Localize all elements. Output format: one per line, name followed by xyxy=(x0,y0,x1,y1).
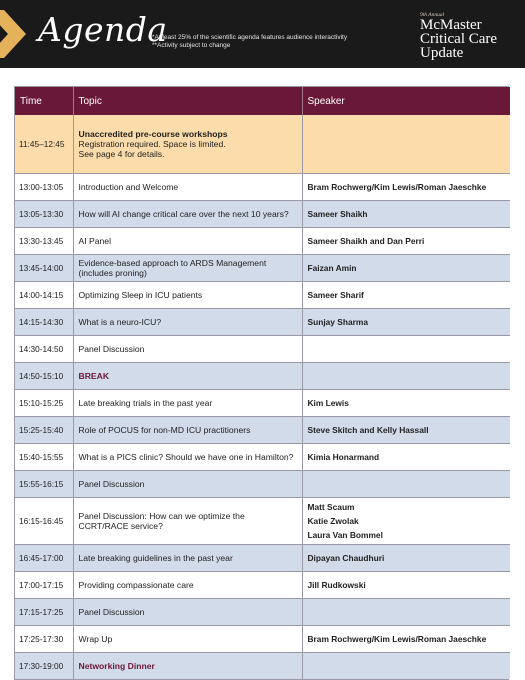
row-time: 13:30-13:45 xyxy=(15,227,73,254)
page-title: Agenda xyxy=(38,10,168,49)
table-row xyxy=(15,308,510,335)
row-speaker xyxy=(302,115,510,173)
row-topic: What is a neuro-ICU? xyxy=(73,308,302,335)
row-time: 14:00-14:15 xyxy=(15,281,73,308)
workshop-detail: See page 4 for details. xyxy=(78,148,165,159)
row-topic: Panel Discussion xyxy=(73,470,302,497)
event-logo xyxy=(420,12,520,60)
interactivity-note: *At least 25% of the scientific agenda features audience interactivity xyxy=(152,34,348,41)
row-time: 13:00-13:05 xyxy=(15,173,73,200)
table-row xyxy=(15,625,510,652)
table-row xyxy=(15,598,510,625)
row-topic: How will AI change critical care over the next 10 years? xyxy=(73,200,302,227)
row-speaker xyxy=(302,598,510,625)
table-row xyxy=(15,416,510,443)
row-time: 15:40-15:55 xyxy=(15,443,73,470)
row-topic: Wrap Up xyxy=(73,625,302,652)
agenda-table xyxy=(14,86,509,680)
row-topic: Evidence-based approach to ARDS Management (includes proning) xyxy=(73,254,302,281)
row-topic: What is a PICS clinic? Should we have one in Hamilton? xyxy=(73,443,302,470)
row-time: 14:15-14:30 xyxy=(15,308,73,335)
row-topic: AI Panel xyxy=(73,227,302,254)
row-speaker: Sameer Shaikh and Dan Perri xyxy=(302,227,510,254)
agenda-header xyxy=(0,0,525,68)
row-speaker xyxy=(302,497,510,544)
workshop-detail: Registration required. Space is limited. xyxy=(78,138,226,149)
table-row xyxy=(15,200,510,227)
row-topic: Providing compassionate care xyxy=(73,571,302,598)
table-row xyxy=(15,571,510,598)
speaker-name: Matt Scaum xyxy=(307,501,355,512)
event-edition: 9th Annual xyxy=(420,12,445,18)
row-time: 13:45-14:00 xyxy=(15,254,73,281)
row-topic: Panel Discussion xyxy=(73,335,302,362)
row-time: 13:05-13:30 xyxy=(15,200,73,227)
column-header-topic: Topic xyxy=(73,87,302,115)
table-row xyxy=(15,544,510,571)
row-topic: Role of POCUS for non-MD ICU practitioners xyxy=(73,416,302,443)
speaker-name: Laura Van Bommel xyxy=(307,529,383,540)
change-note: **Activity subject to change xyxy=(152,42,231,49)
table-header-row xyxy=(15,87,510,115)
row-topic: Introduction and Welcome xyxy=(73,173,302,200)
table-row xyxy=(15,652,510,679)
row-speaker: Sameer Shaikh xyxy=(302,200,510,227)
row-topic: Optimizing Sleep in ICU patients xyxy=(73,281,302,308)
row-time: 14:50-15:10 xyxy=(15,362,73,389)
agenda-notes xyxy=(152,34,347,50)
row-speaker: Dipayan Chaudhuri xyxy=(302,544,510,571)
row-speaker xyxy=(302,470,510,497)
table-row xyxy=(15,497,510,544)
table-row xyxy=(15,335,510,362)
table-row xyxy=(15,173,510,200)
row-time: 11:45–12:45 xyxy=(15,115,73,173)
row-speaker xyxy=(302,652,510,679)
event-name-line-2: Critical Care xyxy=(420,31,498,47)
row-speaker: Bram Rochwerg/Kim Lewis/Roman Jaeschke xyxy=(302,173,510,200)
table-row xyxy=(15,389,510,416)
row-topic xyxy=(73,115,302,173)
column-header-speaker: Speaker xyxy=(302,87,510,115)
row-time: 17:00-17:15 xyxy=(15,571,73,598)
workshop-title: Unaccredited pre-course workshops xyxy=(78,128,228,139)
table-row xyxy=(15,470,510,497)
table-row xyxy=(15,115,510,173)
row-topic: BREAK xyxy=(73,362,302,389)
row-topic: Panel Discussion: How can we optimize the CCRT/RACE service? xyxy=(73,497,302,544)
row-time: 15:55-16:15 xyxy=(15,470,73,497)
row-speaker xyxy=(302,335,510,362)
table-row xyxy=(15,281,510,308)
column-header-time: Time xyxy=(15,87,73,115)
table-row xyxy=(15,443,510,470)
row-speaker: Sunjay Sharma xyxy=(302,308,510,335)
row-speaker: Faizan Amin xyxy=(302,254,510,281)
row-topic: Networking Dinner xyxy=(73,652,302,679)
row-time: 17:25-17:30 xyxy=(15,625,73,652)
row-topic: Panel Discussion xyxy=(73,598,302,625)
row-speaker: Kim Lewis xyxy=(302,389,510,416)
table-row xyxy=(15,254,510,281)
row-speaker: Steve Skitch and Kelly Hassall xyxy=(302,416,510,443)
chevron-right-icon xyxy=(0,10,26,58)
speaker-name: Katie Zwolak xyxy=(307,515,359,526)
table-row xyxy=(15,227,510,254)
row-speaker: Bram Rochwerg/Kim Lewis/Roman Jaeschke xyxy=(302,625,510,652)
row-speaker: Jill Rudkowski xyxy=(302,571,510,598)
row-time: 14:30-14:50 xyxy=(15,335,73,362)
row-time: 17:15-17:25 xyxy=(15,598,73,625)
row-time: 17:30-19:00 xyxy=(15,652,73,679)
row-time: 15:25-15:40 xyxy=(15,416,73,443)
row-time: 15:10-15:25 xyxy=(15,389,73,416)
row-speaker xyxy=(302,362,510,389)
event-name-line-1: McMaster xyxy=(420,17,482,33)
row-time: 16:15-16:45 xyxy=(15,497,73,544)
row-time: 16:45-17:00 xyxy=(15,544,73,571)
table-row xyxy=(15,362,510,389)
row-speaker: Sameer Sharif xyxy=(302,281,510,308)
row-topic: Late breaking guidelines in the past year xyxy=(73,544,302,571)
event-name-line-3: Update xyxy=(420,45,464,61)
row-topic: Late breaking trials in the past year xyxy=(73,389,302,416)
row-speaker: Kimia Honarmand xyxy=(302,443,510,470)
